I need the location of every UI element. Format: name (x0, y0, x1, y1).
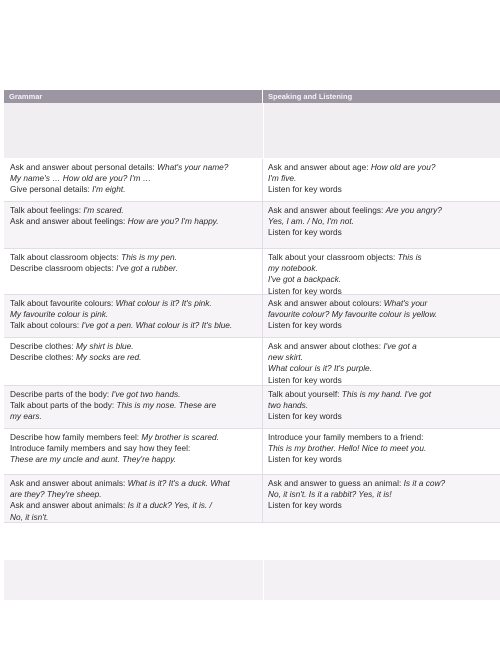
blank-row (4, 103, 500, 159)
speaking-listening-header: Speaking and Listening (268, 92, 353, 101)
speaking-listening-cell (263, 295, 500, 337)
cell-line (10, 500, 258, 510)
cell-line (268, 352, 496, 362)
description-text: Talk about feelings: (10, 205, 84, 215)
cell-line (268, 375, 496, 385)
cell-line (268, 363, 496, 373)
description-text: Describe clothes: (10, 341, 76, 351)
cell-line (10, 443, 258, 453)
speaking-listening-cell (263, 249, 500, 294)
cell-line (268, 274, 496, 284)
example-text: Yes, I am. / No, I'm not. (268, 216, 354, 227)
cell-line (268, 205, 496, 215)
cell-line (268, 252, 496, 262)
description-text: Talk about parts of the body: (10, 400, 117, 411)
cell-line (268, 184, 496, 194)
description-text: Describe parts of the body: (10, 389, 112, 399)
cell-line (10, 389, 258, 399)
description-text: Introduce family members and say how they feel: (10, 443, 191, 454)
table-row (4, 429, 500, 475)
cell-line (268, 309, 496, 319)
cell-line (10, 162, 258, 172)
grammar-cell (4, 386, 263, 428)
cell-line (268, 489, 496, 499)
description-text: Ask and answer about personal details: (10, 162, 158, 172)
description-text: Talk about your classroom objects: (268, 252, 398, 262)
description-text: Give personal details: (10, 184, 93, 195)
description-text: Ask and answer about clothes: (268, 341, 384, 351)
cell-line (10, 489, 258, 499)
cell-line (268, 443, 496, 453)
table-body (4, 159, 500, 523)
speaking-listening-cell (263, 429, 500, 474)
table-row (4, 202, 500, 249)
example-text: new skirt. (268, 352, 304, 363)
example-text: No, it isn't. Is it a rabbit? Yes, it is! (268, 489, 392, 500)
description-text: Ask and answer about colours: (268, 298, 384, 308)
speaking-listening-cell (263, 386, 500, 428)
example-text: This is my hand. I've got (341, 389, 431, 399)
example-text: This is my brother. Hello! Nice to meet you. (268, 443, 427, 454)
example-text: I've got a rubber. (116, 263, 178, 274)
grammar-cell (4, 202, 263, 248)
description-text: Ask and answer about feelings: (10, 216, 128, 227)
grammar-cell (4, 159, 263, 201)
table-row (4, 338, 500, 386)
cell-line (268, 320, 496, 330)
description-text: Listen for key words (268, 374, 342, 385)
example-text: This is (397, 252, 422, 262)
table-header (4, 90, 500, 103)
example-text: My brother is scared. (141, 432, 219, 442)
example-text: How are you? I'm happy. (127, 216, 219, 227)
cell-line (268, 411, 496, 421)
table-row (4, 249, 500, 295)
example-text: What's your (383, 298, 428, 308)
example-text: my notebook. (268, 263, 318, 274)
cell-line (268, 227, 496, 237)
cell-line (268, 500, 496, 510)
example-text: This is my pen. (121, 252, 177, 262)
description-text: Describe classroom objects: (10, 263, 117, 274)
example-text: No, it isn't. (10, 511, 49, 522)
cell-line (10, 252, 258, 262)
description-text: Ask and answer about feelings: (268, 205, 386, 215)
empty-footer-row (4, 560, 500, 600)
description-text: Ask and answer to guess an animal: (268, 478, 404, 488)
grammar-cell (4, 295, 263, 337)
cell-line (10, 184, 258, 194)
cell-line (10, 478, 258, 488)
empty-footer-cell-left (4, 560, 264, 600)
description-text: Talk about yourself: (268, 389, 342, 399)
example-text: I've got two hands. (111, 389, 181, 399)
speaking-listening-cell (263, 475, 500, 522)
table-row (4, 386, 500, 429)
grammar-header: Grammar (4, 90, 263, 103)
example-text: are they? They're sheep. (10, 489, 102, 500)
cell-line (10, 411, 258, 421)
example-text: I've got a backpack. (268, 274, 342, 285)
speaking-listening-cell (263, 159, 500, 201)
description-text: Listen for key words (268, 320, 342, 331)
example-text: What colour is it? It's purple. (268, 363, 372, 374)
table-row (4, 295, 500, 338)
example-text: two hands. (268, 400, 309, 411)
cell-line (10, 263, 258, 273)
cell-line (10, 432, 258, 442)
cell-line (268, 454, 496, 464)
description-text: Introduce your family members to a friend: (268, 432, 424, 442)
cell-line (10, 298, 258, 308)
example-text: My favourite colour is pink. (10, 309, 109, 320)
description-text: Talk about colours: (10, 320, 82, 331)
table-row (4, 159, 500, 202)
description-text: Listen for key words (268, 227, 342, 238)
description-text: Ask and answer about age: (268, 162, 371, 172)
cell-line (10, 352, 258, 362)
example-text: What is it? It's a duck. What (127, 478, 230, 488)
description-text: Describe clothes: (10, 352, 76, 363)
grammar-cell (4, 429, 263, 474)
grammar-cell (4, 338, 263, 385)
description-text: Describe how family members feel: (10, 432, 142, 442)
grammar-cell (4, 475, 263, 522)
description-text: Ask and answer about animals: (10, 478, 128, 488)
cell-line (10, 454, 258, 464)
cell-line (268, 298, 496, 308)
example-text: I've got a pen. What colour is it? It's blue. (81, 320, 233, 331)
description-text: Ask and answer about animals: (10, 500, 128, 511)
example-text: I've got a (383, 341, 417, 351)
cell-line (10, 309, 258, 319)
cell-line (10, 512, 258, 522)
example-text: my ears. (10, 411, 42, 422)
cell-line (268, 478, 496, 488)
cell-line (268, 173, 496, 183)
cell-line (268, 162, 496, 172)
cell-line (268, 341, 496, 351)
description-text: Listen for key words (268, 411, 342, 422)
cell-line (10, 205, 258, 215)
example-text: What's your name? (157, 162, 229, 172)
cell-line (10, 320, 258, 330)
cell-line (268, 432, 496, 442)
example-text: How old are you? (370, 162, 436, 172)
example-text: I'm eight. (92, 184, 126, 195)
example-text: These are my uncle and aunt. They're happy. (10, 454, 177, 465)
syllabus-table (4, 90, 500, 523)
cell-line (10, 216, 258, 226)
example-text: My socks are red. (75, 352, 142, 363)
cell-line (268, 389, 496, 399)
example-text: I'm five. (268, 173, 297, 184)
example-text: My name's … How old are you? I'm … (10, 173, 152, 184)
example-text: Are you angry? (385, 205, 442, 215)
blank-cell-left (4, 103, 264, 158)
cell-line (268, 263, 496, 273)
cell-line (268, 400, 496, 410)
description-text: Listen for key words (268, 184, 342, 195)
example-text: Is it a duck? Yes, it is. / (127, 500, 212, 511)
description-text: Listen for key words (268, 500, 342, 511)
description-text: Talk about classroom objects: (10, 252, 122, 262)
cell-line (10, 173, 258, 183)
grammar-cell (4, 249, 263, 294)
description-text: Listen for key words (268, 285, 342, 296)
cell-line (10, 341, 258, 351)
example-text: My shirt is blue. (75, 341, 134, 351)
example-text: I'm scared. (83, 205, 124, 215)
example-text: This is my nose. These are (116, 400, 217, 411)
speaking-listening-cell (263, 338, 500, 385)
table-row (4, 475, 500, 523)
example-text: What colour is it? It's pink. (115, 298, 212, 308)
example-text: Is it a cow? (403, 478, 446, 488)
description-text: Listen for key words (268, 454, 342, 465)
description-text: Talk about favourite colours: (10, 298, 116, 308)
example-text: favourite colour? My favourite colour is yellow. (268, 309, 438, 320)
cell-line (10, 400, 258, 410)
cell-line (268, 216, 496, 226)
speaking-listening-cell (263, 202, 500, 248)
